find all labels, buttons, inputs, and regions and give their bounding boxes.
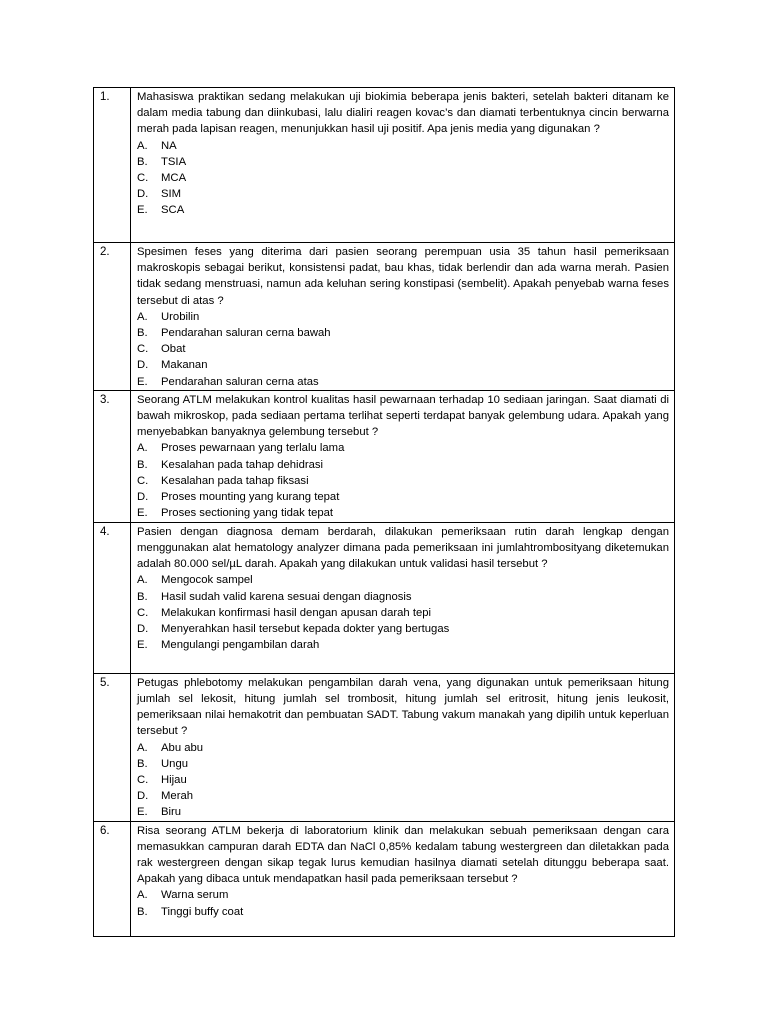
option-text: Mengulangi pengambilan darah	[161, 639, 320, 652]
answer-options	[137, 440, 669, 521]
answer-option	[137, 740, 669, 756]
option-letter: E.	[137, 507, 148, 520]
answer-option	[137, 309, 669, 325]
question-body	[131, 390, 675, 522]
option-letter: A.	[137, 574, 148, 587]
answer-option	[137, 887, 669, 903]
answer-option	[137, 804, 669, 820]
option-letter: A.	[137, 139, 148, 152]
option-text: Kesalahan pada tahap dehidrasi	[161, 458, 324, 471]
option-text: Hasil sudah valid karena sesuai dengan diagnosis	[161, 590, 412, 603]
option-text: Hijau	[161, 774, 187, 787]
question-row	[94, 522, 675, 673]
question-number: 4.	[94, 522, 131, 673]
option-text: Tinggi buffy coat	[161, 905, 244, 918]
option-letter: D.	[137, 623, 149, 636]
question-body	[131, 243, 675, 391]
question-stem: Pasien dengan diagnosa demam berdarah, dilakukan pemeriksaan rutin darah lengkap dengan menggunakan alat hematology analyzer dimana pada pemeriksaan ini jumlahtrombosityang diketemukan adalah 80.000 sel/µL darah. Apakah yang dilakukan untuk validasi hasil tersebut ?	[137, 525, 669, 571]
option-text: Menyerahkan hasil tersebut kepada dokter yang bertugas	[161, 623, 450, 636]
question-row	[94, 88, 675, 243]
option-letter: D.	[137, 359, 149, 372]
answer-option	[137, 457, 669, 473]
option-letter: C.	[137, 172, 149, 185]
option-letter: E.	[137, 204, 148, 217]
question-body	[131, 522, 675, 673]
option-text: SCA	[161, 204, 185, 217]
question-number: 5.	[94, 673, 131, 821]
answer-option	[137, 637, 669, 653]
option-letter: B.	[137, 155, 148, 168]
option-text: SIM	[161, 188, 182, 201]
answer-option	[137, 605, 669, 621]
option-text: Obat	[161, 343, 186, 356]
option-text: Abu abu	[161, 741, 204, 754]
answer-options	[137, 887, 669, 919]
option-text: Proses mounting yang kurang tepat	[161, 491, 340, 504]
option-letter: D.	[137, 790, 149, 803]
option-letter: E.	[137, 375, 148, 388]
option-text: TSIA	[161, 155, 187, 168]
answer-option	[137, 621, 669, 637]
answer-option	[137, 154, 669, 170]
option-letter: B.	[137, 458, 148, 471]
option-text: Melakukan konfirmasi hasil dengan apusan darah tepi	[161, 606, 432, 619]
option-text: NA	[161, 139, 177, 152]
question-table	[93, 87, 675, 937]
option-text: Proses pewarnaan yang terlalu lama	[161, 442, 345, 455]
answer-option	[137, 572, 669, 588]
question-stem: Mahasiswa praktikan sedang melakukan uji biokimia beberapa jenis bakteri, setelah bakteri ditanam ke dalam media tabung dan diinkubasi, lalu dialiri reagen kovac’s dan diamati terbentuknya cincin berwarna merah pada lapisan reagen, menunjukkan hasil uji positif. Apa jenis media yang digunakan ?	[137, 91, 669, 136]
answer-option	[137, 756, 669, 772]
question-number: 3.	[94, 390, 131, 522]
question-number: 2.	[94, 243, 131, 391]
option-letter: E.	[137, 639, 148, 652]
answer-options	[137, 572, 669, 653]
question-row	[94, 821, 675, 936]
option-letter: A.	[137, 741, 148, 754]
option-text: Urobilin	[161, 310, 200, 323]
answer-option	[137, 374, 669, 390]
answer-option	[137, 772, 669, 788]
answer-option	[137, 904, 669, 920]
question-row	[94, 673, 675, 821]
answer-option	[137, 341, 669, 357]
option-text: Merah	[161, 790, 194, 803]
option-letter: D.	[137, 491, 149, 504]
answer-option	[137, 440, 669, 456]
answer-option	[137, 489, 669, 505]
question-stem: Risa seorang ATLM bekerja di laboratorium klinik dan melakukan sebuah pemeriksaan dengan cara memasukkan campuran darah EDTA dan NaCl 0,85% kedalam tabung westergreen dan diletakkan pada rak westergreen dengan sikap tegak lurus kemudian hasilnya diamati setelah ditunggu beberapa saat. Apakah yang dibaca untuk mendapatkan hasil pada pemeriksaan tersebut ?	[137, 824, 669, 886]
answer-options	[137, 740, 669, 821]
option-letter: A.	[137, 442, 148, 455]
answer-options	[137, 138, 669, 219]
question-stem: Spesimen feses yang diterima dari pasien seorang perempuan usia 35 tahun hasil pemeriksaan makroskopis sebagai berikut, konsistensi padat, bau khas, tidak berlendir dan ada warna merah. Pasien tidak sedang menstruasi, namun ada keluhan sering konstipasi (sembelit). Apakah penyebab warna feses tersebut di atas ?	[137, 246, 669, 307]
answer-option	[137, 138, 669, 154]
question-stem: Seorang ATLM melakukan kontrol kualitas hasil pewarnaan terhadap 10 sediaan jaringan. Saat diamati di bawah mikroskop, pada sediaan pertama terlihat seperti terdapat banyak gelembung udara. Apakah yang menyebabkan banyaknya gelembung tersebut ?	[137, 393, 669, 439]
question-body	[131, 821, 675, 936]
question-row	[94, 390, 675, 522]
option-text: Pendarahan saluran cerna bawah	[161, 327, 331, 340]
option-text: Ungu	[161, 757, 189, 770]
option-letter: C.	[137, 474, 149, 487]
option-letter: B.	[137, 327, 148, 340]
option-text: Proses sectioning yang tidak tepat	[161, 507, 334, 520]
answer-option	[137, 473, 669, 489]
answer-option	[137, 202, 669, 218]
option-letter: B.	[137, 905, 148, 918]
option-text: Biru	[161, 806, 182, 819]
option-letter: A.	[137, 310, 148, 323]
question-body	[131, 673, 675, 821]
answer-option	[137, 788, 669, 804]
option-letter: C.	[137, 774, 149, 787]
answer-option	[137, 505, 669, 521]
question-table-body	[94, 88, 675, 937]
question-body	[131, 88, 675, 243]
answer-option	[137, 589, 669, 605]
option-letter: C.	[137, 606, 149, 619]
option-letter: B.	[137, 757, 148, 770]
answer-option	[137, 357, 669, 373]
option-letter: A.	[137, 889, 148, 902]
answer-option	[137, 186, 669, 202]
answer-option	[137, 325, 669, 341]
option-text: Pendarahan saluran cerna atas	[161, 375, 319, 388]
answer-options	[137, 309, 669, 390]
question-row	[94, 243, 675, 391]
option-letter: D.	[137, 188, 149, 201]
option-text: Makanan	[161, 359, 208, 372]
option-text: Kesalahan pada tahap fiksasi	[161, 474, 309, 487]
option-letter: E.	[137, 806, 148, 819]
option-text: Mengocok sampel	[161, 574, 253, 587]
option-letter: B.	[137, 590, 148, 603]
answer-option	[137, 170, 669, 186]
option-letter: C.	[137, 343, 149, 356]
option-text: Warna serum	[161, 889, 229, 902]
question-number: 6.	[94, 821, 131, 936]
question-stem: Petugas phlebotomy melakukan pengambilan darah vena, yang digunakan untuk pemeriksaan hitung jumlah sel lekosit, hitung jumlah sel trombosit, hitung jumlah sel eritrosit, hitung jenis leukosit, pemeriksaan nilai hemakotrit dan pembuatan SADT. Tabung vakum manakah yang dipilih untuk keperluan tersebut ?	[137, 676, 669, 738]
option-text: MCA	[161, 172, 187, 185]
question-number: 1.	[94, 88, 131, 243]
